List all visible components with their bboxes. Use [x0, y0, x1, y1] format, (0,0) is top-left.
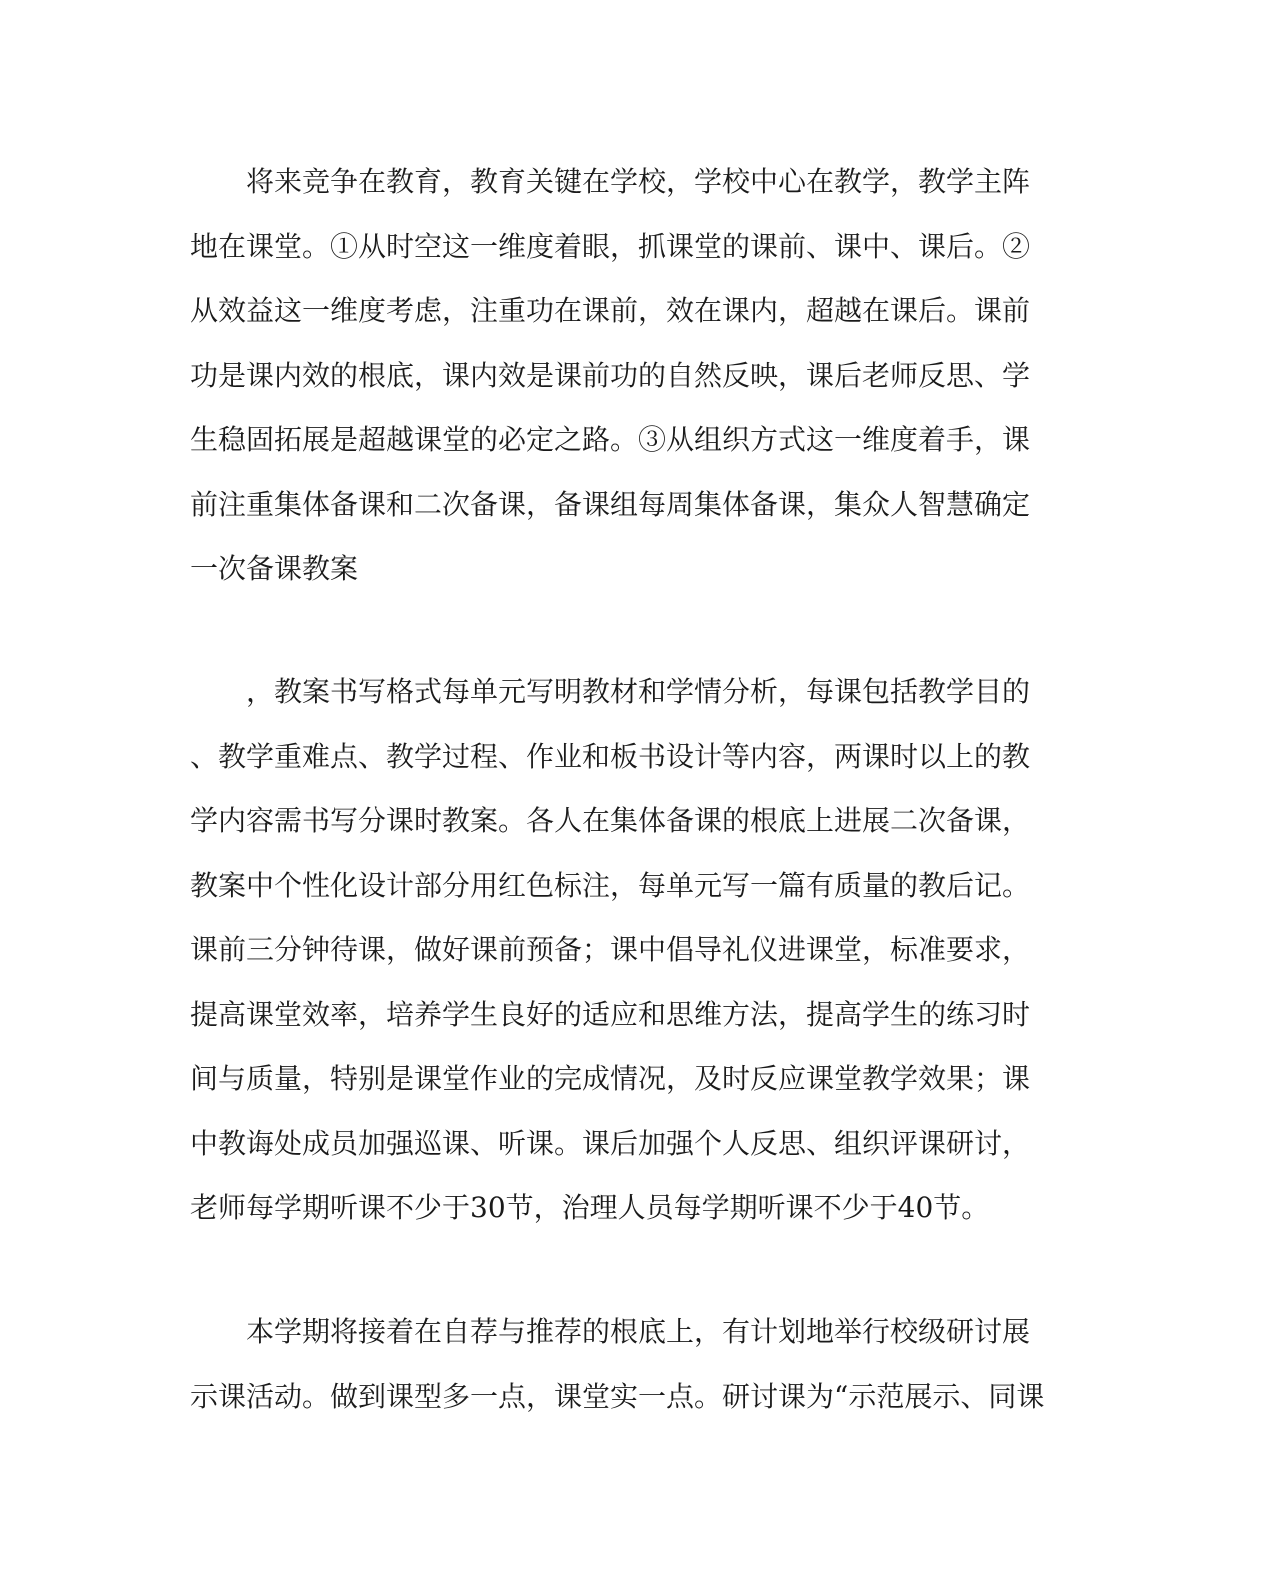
text-line: 教案中个性化设计部分用红色标注，每单元写一篇有质量的教后记。 [190, 868, 1031, 902]
paragraph-1 [190, 150, 1070, 602]
text-line: 课前三分钟待课，做好课前预备；课中倡导礼仪进课堂，标准要求， [190, 933, 1031, 966]
paragraph-2 [190, 660, 1070, 1241]
text-line: 功是课内效的根底，课内效是课前功的自然反映，课后老师反思、学 [190, 358, 1031, 392]
text-line: 中教诲处成员加强巡课、听课。课后加强个人反思、组织评课研讨， [190, 1126, 1031, 1160]
text-line: 将来竞争在教育，教育关键在学校，学校中心在教学，教学主阵 [246, 165, 1031, 198]
text-line: 示课活动。做到课型多一点，课堂实一点。研讨课为“示范展示、同课 [190, 1379, 1045, 1413]
text-line: 间与质量，特别是课堂作业的完成情况，及时反应课堂教学效果；课 [190, 1062, 1031, 1095]
text-line: 本学期将接着在自荐与推荐的根底上，有计划地举行校级研讨展 [246, 1315, 1031, 1348]
text-line: 前注重集体备课和二次备课，备课组每周集体备课，集众人智慧确定 [190, 487, 1031, 521]
text-line: 一次备课教案 [190, 552, 359, 585]
text-line: 、教学重难点、教学过程、作业和板书设计等内容，两课时以上的教 [190, 739, 1031, 773]
text-line: 提高课堂效率，培养学生良好的适应和思维方法，提高学生的练习时 [190, 997, 1031, 1031]
text-line: 老师每学期听课不少于30节，治理人员每学期听课不少于40节。 [190, 1191, 990, 1224]
text-line: 学内容需书写分课时教案。各人在集体备课的根底上进展二次备课， [190, 804, 1031, 837]
text-line: 从效益这一维度考虑，注重功在课前，效在课内，超越在课后。课前 [190, 294, 1031, 327]
paragraph-3 [190, 1300, 1070, 1429]
text-line: 地在课堂。①从时空这一维度着眼，抓课堂的课前、课中、课后。② [190, 229, 1031, 263]
text-line: ，教案书写格式每单元写明教材和学情分析，每课包括教学目的 [246, 675, 1031, 708]
text-line: 生稳固拓展是超越课堂的必定之路。③从组织方式这一维度着手，课 [190, 423, 1031, 456]
